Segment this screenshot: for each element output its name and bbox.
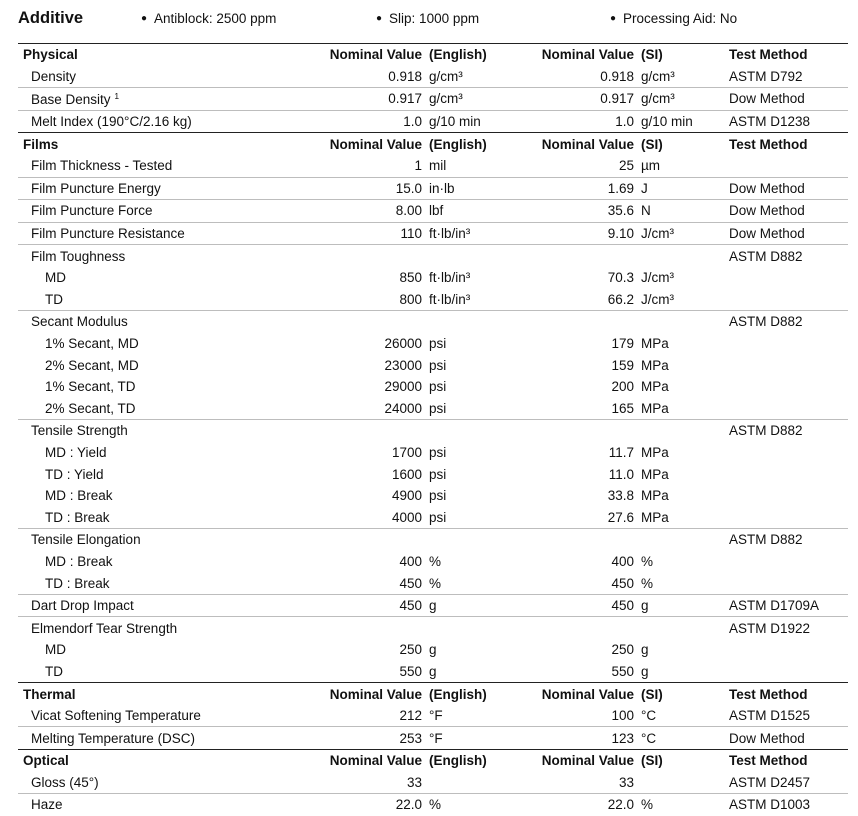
sub-property-name: 1% Secant, MD bbox=[45, 336, 139, 352]
si-unit: % bbox=[641, 553, 654, 569]
english-value: 800 bbox=[272, 289, 429, 311]
test-method bbox=[729, 155, 848, 177]
english-value: 212 bbox=[272, 705, 429, 727]
si-value: 159 bbox=[611, 357, 634, 373]
sub-row-secant-1-md bbox=[18, 333, 848, 355]
english-value: 4900 bbox=[391, 488, 422, 504]
test-method: ASTM D882 bbox=[729, 314, 803, 330]
si-value: 9.10 bbox=[517, 222, 641, 245]
sub-property-name: MD bbox=[45, 642, 66, 658]
test-method: Dow Method bbox=[729, 222, 848, 245]
sub-property-name: MD : Break bbox=[45, 553, 113, 569]
sub-row-elongation-md-break bbox=[18, 551, 848, 573]
english-value: 0.918 bbox=[272, 66, 429, 88]
si-unit: MPa bbox=[641, 357, 669, 373]
english-value: 0.917 bbox=[272, 88, 429, 111]
section-header-physical bbox=[18, 44, 848, 66]
property-name: Base Density bbox=[31, 91, 111, 107]
header-test-method: Test Method bbox=[729, 683, 848, 705]
header-nominal-english: Nominal Value bbox=[272, 133, 429, 155]
property-name: Film Toughness bbox=[31, 248, 126, 264]
footnote-marker: 1 bbox=[114, 90, 120, 101]
additive-item-processing-aid: ● Processing Aid: No bbox=[610, 11, 738, 26]
sub-row-elmendorf-md bbox=[18, 639, 848, 661]
si-value: 1.69 bbox=[517, 177, 641, 200]
english-value: 1700 bbox=[391, 444, 422, 460]
sub-row-tensile-md-yield bbox=[18, 442, 848, 464]
property-name: Density bbox=[18, 66, 272, 88]
si-value: 0.917 bbox=[517, 88, 641, 111]
english-unit: g/cm³ bbox=[429, 66, 517, 88]
si-value: 33.8 bbox=[607, 488, 634, 504]
si-value: 33 bbox=[517, 772, 641, 794]
property-row-film-toughness bbox=[18, 245, 848, 267]
sub-property-name: TD : Break bbox=[18, 572, 272, 594]
si-unit: J bbox=[641, 177, 729, 200]
bullet-icon: ● bbox=[141, 13, 148, 24]
property-name: Dart Drop Impact bbox=[18, 594, 272, 617]
header-si: (SI) bbox=[641, 750, 729, 772]
english-value: 23000 bbox=[384, 357, 422, 373]
header-nominal-si: Nominal Value bbox=[517, 44, 641, 66]
bullet-icon: ● bbox=[610, 13, 617, 24]
test-method: ASTM D882 bbox=[729, 532, 803, 548]
english-unit: g bbox=[429, 663, 437, 679]
english-value: 1 bbox=[272, 155, 429, 177]
test-method: Dow Method bbox=[729, 88, 848, 111]
si-unit: % bbox=[641, 572, 729, 594]
sub-row-elongation-td-break bbox=[18, 572, 848, 594]
si-value: 250 bbox=[611, 642, 634, 658]
si-unit: J/cm³ bbox=[641, 222, 729, 245]
si-value: 123 bbox=[611, 730, 634, 746]
test-method: ASTM D1709A bbox=[729, 594, 848, 617]
si-unit: g bbox=[641, 594, 729, 617]
section-header-optical bbox=[18, 750, 848, 772]
english-value: 33 bbox=[272, 772, 429, 794]
property-name: Film Puncture Energy bbox=[18, 177, 272, 200]
english-unit: g/10 min bbox=[429, 114, 481, 130]
english-unit: % bbox=[429, 553, 442, 569]
sub-property-name: 2% Secant, MD bbox=[45, 357, 139, 373]
english-unit: psi bbox=[429, 506, 517, 528]
property-name: Tensile Elongation bbox=[31, 532, 141, 548]
header-nominal-si: Nominal Value bbox=[517, 683, 641, 705]
si-unit: °C bbox=[641, 705, 729, 727]
test-method: ASTM D1238 bbox=[729, 114, 811, 130]
english-unit: g bbox=[429, 642, 437, 658]
header-english: (English) bbox=[429, 750, 517, 772]
additive-item-antiblock: ● Antiblock: 2500 ppm bbox=[141, 11, 277, 26]
property-row-puncture-force bbox=[18, 200, 848, 223]
si-unit: N bbox=[641, 200, 729, 223]
english-unit: % bbox=[429, 797, 442, 813]
test-method: ASTM D882 bbox=[729, 248, 803, 264]
property-name: Film Puncture Resistance bbox=[18, 222, 272, 245]
property-row-tensile-elongation bbox=[18, 529, 848, 551]
si-unit: MPa bbox=[641, 398, 729, 420]
header-test-method: Test Method bbox=[729, 750, 848, 772]
test-method: ASTM D792 bbox=[729, 66, 848, 88]
header-si: (SI) bbox=[641, 683, 729, 705]
english-unit: lbf bbox=[429, 200, 517, 223]
english-value: 22.0 bbox=[395, 797, 422, 813]
sub-row-elmendorf-td bbox=[18, 661, 848, 683]
property-row-gloss bbox=[18, 772, 848, 794]
sub-property-name: TD : Break bbox=[18, 506, 272, 528]
si-value: 22.0 bbox=[607, 797, 634, 813]
si-value: 100 bbox=[517, 705, 641, 727]
english-value: 1.0 bbox=[403, 114, 422, 130]
si-value: 400 bbox=[611, 553, 634, 569]
english-value: 400 bbox=[399, 553, 422, 569]
test-method: ASTM D2457 bbox=[729, 772, 848, 794]
si-unit: g bbox=[641, 642, 649, 658]
additive-item-slip: ● Slip: 1000 ppm bbox=[376, 11, 480, 26]
si-unit: g/cm³ bbox=[641, 66, 729, 88]
properties-table bbox=[18, 43, 848, 816]
sub-row-tensile-td-break bbox=[18, 506, 848, 528]
header-test-method: Test Method bbox=[729, 44, 848, 66]
si-unit: % bbox=[641, 797, 654, 813]
si-value: 179 bbox=[611, 336, 634, 352]
section-title: Physical bbox=[18, 44, 272, 66]
si-unit bbox=[641, 772, 729, 794]
header-nominal-si: Nominal Value bbox=[517, 133, 641, 155]
english-value: 1600 bbox=[391, 466, 422, 482]
english-unit: psi bbox=[429, 466, 447, 482]
english-value: 8.00 bbox=[272, 200, 429, 223]
english-unit: g/cm³ bbox=[429, 88, 517, 111]
english-unit: psi bbox=[429, 357, 447, 373]
sub-property-name: TD bbox=[45, 663, 63, 679]
english-unit: % bbox=[429, 572, 517, 594]
si-value: 450 bbox=[517, 572, 641, 594]
english-unit: in·lb bbox=[429, 177, 517, 200]
header-english: (English) bbox=[429, 683, 517, 705]
test-method: Dow Method bbox=[729, 200, 848, 223]
property-row-elmendorf bbox=[18, 617, 848, 639]
property-name: Secant Modulus bbox=[31, 314, 128, 330]
property-row-melt-index bbox=[18, 110, 848, 133]
si-unit: J/cm³ bbox=[641, 289, 729, 311]
header-si: (SI) bbox=[641, 133, 729, 155]
si-unit: MPa bbox=[641, 506, 729, 528]
si-value: 450 bbox=[517, 594, 641, 617]
property-row-film-thickness bbox=[18, 155, 848, 177]
property-row-dart-drop bbox=[18, 594, 848, 617]
test-method: ASTM D1525 bbox=[729, 705, 848, 727]
si-unit: MPa bbox=[641, 488, 669, 504]
sub-row-toughness-td bbox=[18, 289, 848, 311]
si-unit: g bbox=[641, 663, 649, 679]
test-method: ASTM D1922 bbox=[729, 620, 811, 636]
property-name-cell bbox=[18, 88, 272, 111]
header-si: (SI) bbox=[641, 44, 729, 66]
si-value: 200 bbox=[611, 379, 634, 395]
english-unit: °F bbox=[429, 730, 443, 746]
english-unit bbox=[429, 772, 517, 794]
bullet-icon: ● bbox=[376, 13, 383, 24]
sub-property-name: TD : Yield bbox=[45, 466, 104, 482]
test-method: ASTM D882 bbox=[729, 423, 803, 439]
header-nominal-english: Nominal Value bbox=[272, 44, 429, 66]
property-row-density bbox=[18, 66, 848, 88]
property-row-melting-temperature bbox=[18, 727, 848, 750]
property-name: Tensile Strength bbox=[31, 423, 128, 439]
english-unit: psi bbox=[429, 488, 447, 504]
property-row-secant-modulus bbox=[18, 311, 848, 333]
si-unit: MPa bbox=[641, 444, 669, 460]
sub-property-name: TD bbox=[18, 289, 272, 311]
sub-row-toughness-md bbox=[18, 267, 848, 289]
english-value: 24000 bbox=[272, 398, 429, 420]
english-value: 15.0 bbox=[272, 177, 429, 200]
header-nominal-si: Nominal Value bbox=[517, 750, 641, 772]
section-header-films bbox=[18, 133, 848, 155]
si-unit: g/cm³ bbox=[641, 88, 729, 111]
english-unit: ft·lb/in³ bbox=[429, 289, 517, 311]
header-english: (English) bbox=[429, 133, 517, 155]
english-value: 550 bbox=[399, 663, 422, 679]
property-row-vicat bbox=[18, 705, 848, 727]
property-name: Haze bbox=[31, 797, 63, 813]
si-value: 165 bbox=[517, 398, 641, 420]
english-unit: °F bbox=[429, 705, 517, 727]
test-method: Dow Method bbox=[729, 730, 805, 746]
sub-row-secant-2-md bbox=[18, 354, 848, 376]
english-value: 250 bbox=[399, 642, 422, 658]
sub-property-name: 1% Secant, TD bbox=[45, 379, 136, 395]
property-name: Film Puncture Force bbox=[18, 200, 272, 223]
si-unit: MPa bbox=[641, 379, 669, 395]
property-row-puncture-energy bbox=[18, 177, 848, 200]
si-unit: MPa bbox=[641, 336, 669, 352]
english-unit: psi bbox=[429, 379, 447, 395]
test-method: Dow Method bbox=[729, 177, 848, 200]
sub-row-secant-1-td bbox=[18, 376, 848, 398]
sub-row-tensile-td-yield bbox=[18, 463, 848, 485]
si-value: 11.0 bbox=[608, 466, 634, 482]
english-unit: g bbox=[429, 594, 517, 617]
english-value: 450 bbox=[272, 594, 429, 617]
section-title: Optical bbox=[18, 750, 272, 772]
sub-property-name: MD : Yield bbox=[45, 444, 107, 460]
english-unit: mil bbox=[429, 155, 517, 177]
english-unit: ft·lb/in³ bbox=[429, 222, 517, 245]
property-row-puncture-resistance bbox=[18, 222, 848, 245]
sub-property-name: MD bbox=[45, 270, 66, 286]
section-header-thermal bbox=[18, 683, 848, 705]
si-unit: MPa bbox=[641, 466, 669, 482]
header-test-method: Test Method bbox=[729, 133, 848, 155]
si-value: 70.3 bbox=[607, 270, 634, 286]
si-unit: g/10 min bbox=[641, 114, 693, 130]
header-nominal-english: Nominal Value bbox=[272, 683, 429, 705]
section-title: Thermal bbox=[18, 683, 272, 705]
property-name: Melting Temperature (DSC) bbox=[31, 730, 196, 746]
si-value: 1.0 bbox=[615, 114, 634, 130]
si-value: 27.6 bbox=[517, 506, 641, 528]
english-value: 450 bbox=[272, 572, 429, 594]
sub-property-name: MD : Break bbox=[45, 488, 113, 504]
section-title: Films bbox=[18, 133, 272, 155]
english-unit: psi bbox=[429, 398, 517, 420]
property-name: Gloss (45°) bbox=[18, 772, 272, 794]
si-unit: µm bbox=[641, 155, 729, 177]
si-value: 11.7 bbox=[608, 444, 634, 460]
additive-bar bbox=[18, 8, 848, 30]
sub-row-tensile-md-break bbox=[18, 485, 848, 507]
sub-row-secant-2-td bbox=[18, 398, 848, 420]
english-unit: psi bbox=[429, 336, 447, 352]
english-value: 26000 bbox=[384, 336, 422, 352]
si-value: 25 bbox=[517, 155, 641, 177]
property-row-haze bbox=[18, 794, 848, 816]
property-row-base-density bbox=[18, 88, 848, 111]
si-value: 0.918 bbox=[517, 66, 641, 88]
english-value: 29000 bbox=[384, 379, 422, 395]
property-name: Vicat Softening Temperature bbox=[18, 705, 272, 727]
property-row-tensile-strength bbox=[18, 420, 848, 442]
header-english: (English) bbox=[429, 44, 517, 66]
english-unit: ft·lb/in³ bbox=[429, 270, 471, 286]
si-value: 550 bbox=[611, 663, 634, 679]
english-value: 4000 bbox=[272, 506, 429, 528]
english-value: 253 bbox=[399, 730, 422, 746]
test-method: ASTM D1003 bbox=[729, 797, 811, 813]
english-value: 110 bbox=[272, 222, 429, 245]
header-nominal-english: Nominal Value bbox=[272, 750, 429, 772]
property-name: Elmendorf Tear Strength bbox=[31, 620, 178, 636]
si-unit: J/cm³ bbox=[641, 270, 674, 286]
property-name: Film Thickness - Tested bbox=[18, 155, 272, 177]
si-value: 66.2 bbox=[517, 289, 641, 311]
property-name: Melt Index (190°C/2.16 kg) bbox=[31, 114, 192, 130]
english-unit: psi bbox=[429, 444, 447, 460]
si-unit: °C bbox=[641, 730, 657, 746]
additive-title: Additive bbox=[18, 9, 84, 27]
sub-property-name: 2% Secant, TD bbox=[18, 398, 272, 420]
si-value: 35.6 bbox=[517, 200, 641, 223]
english-value: 850 bbox=[399, 270, 422, 286]
